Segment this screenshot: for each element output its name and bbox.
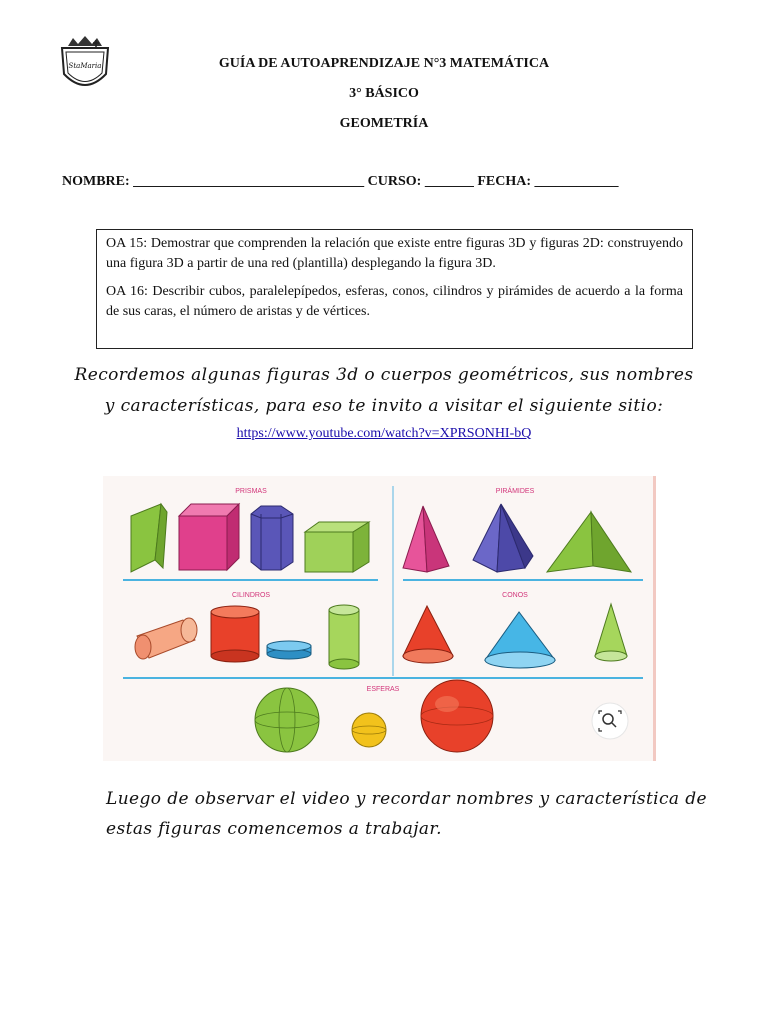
label-esferas: ESFERAS xyxy=(366,686,400,693)
intro-line-2: y características, para eso te invito a visitar el siguiente sitio: xyxy=(104,396,664,416)
label-prismas: PRISMAS xyxy=(235,488,267,495)
cone-blue xyxy=(485,612,555,668)
pyramid-purple xyxy=(473,504,533,572)
objective-oa15: OA 15: Demostrar que comprenden la relación que existe entre figuras 3D y figuras 2D: construyendo una figura 3D a partir de una red (plantilla) desplegando la figura 3D. xyxy=(106,236,683,271)
subject-label: GEOMETRÍA xyxy=(339,116,429,131)
cone-green xyxy=(595,604,627,661)
grade-label: 3° BÁSICO xyxy=(349,86,419,101)
sphere-yellow xyxy=(352,713,386,747)
label-conos: CONOS xyxy=(502,592,528,599)
objective-oa16: OA 16: Describir cubos, paralelepípedos, esferas, conos, cilindros y pirámides de acuerdo a la forma de sus caras, el número de aristas y de vértices. xyxy=(106,284,683,319)
triangular-prism xyxy=(131,504,167,572)
logo-text: StaMaria xyxy=(68,62,102,70)
closing-line-2: estas figuras comencemos a trabajar. xyxy=(106,819,442,839)
youtube-link[interactable]: https://www.youtube.com/watch?v=XPRSONHI-bQ xyxy=(236,426,532,441)
cylinder-flat-blue xyxy=(267,641,311,659)
cube-magenta xyxy=(179,504,239,570)
cylinder-red xyxy=(211,606,259,662)
objectives-box xyxy=(96,229,693,349)
lens-search-icon[interactable] xyxy=(592,703,628,739)
cylinder-lying xyxy=(135,618,197,659)
sphere-green xyxy=(255,688,319,752)
hexagonal-prism xyxy=(251,506,293,570)
pyramid-green xyxy=(547,512,631,572)
geometric-bodies-figure xyxy=(103,476,656,761)
cone-red xyxy=(403,606,453,663)
pyramid-pink xyxy=(403,506,449,572)
label-cilindros: CILINDROS xyxy=(231,592,271,599)
intro-line-1: Recordemos algunas figuras 3d o cuerpos geométricos, sus nombres xyxy=(74,365,694,385)
guide-title: GUÍA DE AUTOAPRENDIZAJE N°3 MATEMÁTICA xyxy=(218,56,550,71)
closing-line-1: Luego de observar el video y recordar nombres y característica de xyxy=(106,789,708,809)
cylinder-green xyxy=(329,605,359,669)
label-piramides: PIRÁMIDES xyxy=(495,488,535,495)
student-info-line: NOMBRE: _________________________________ CURSO: _______ FECHA: ____________ xyxy=(62,174,619,189)
rectangular-prism-green xyxy=(305,522,369,572)
sphere-red xyxy=(421,680,493,752)
